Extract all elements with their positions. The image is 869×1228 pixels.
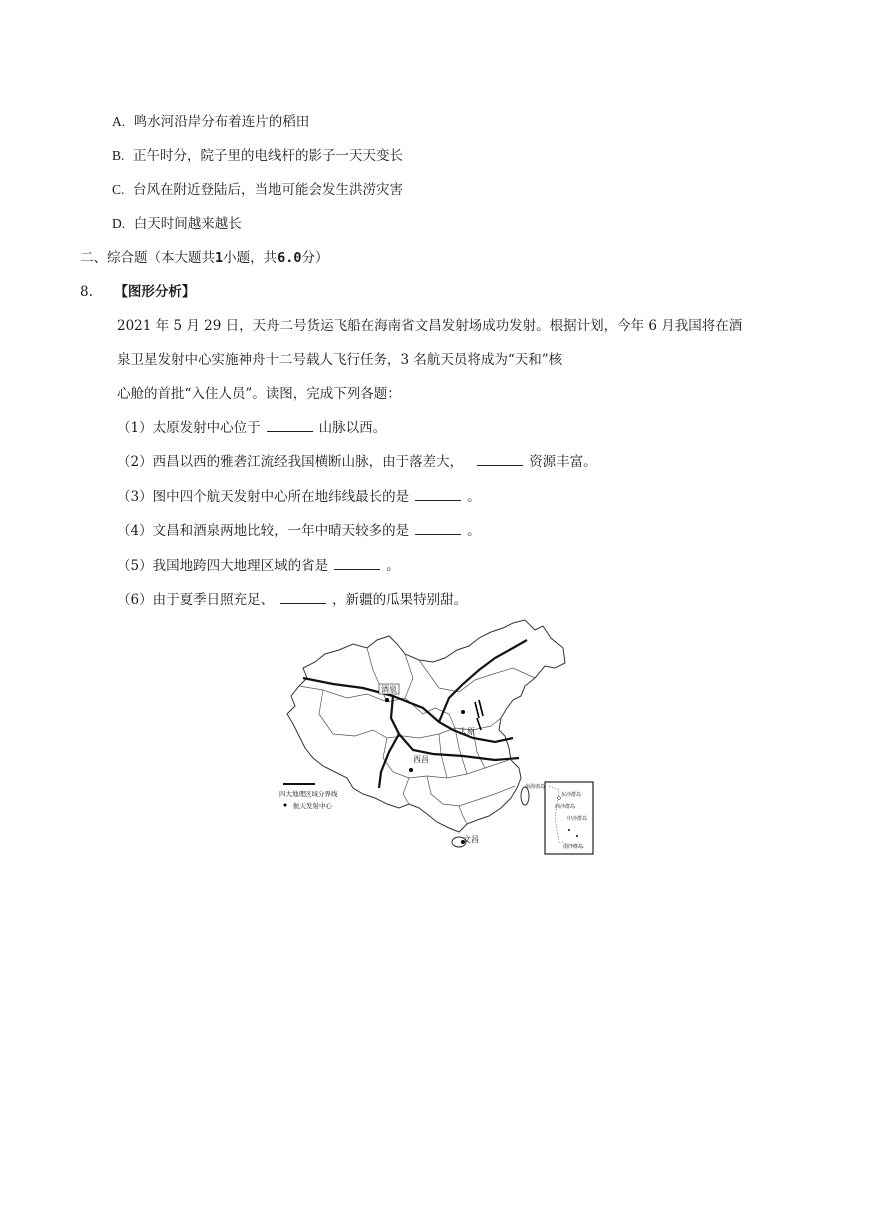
option-text: 台风在附近登陆后，当地可能会发生洪涝灾害 <box>132 182 403 198</box>
region-boundary-line <box>439 640 527 722</box>
south-sea-inset <box>525 782 593 854</box>
country-outline <box>287 620 565 832</box>
label-wenchang: 文昌 <box>463 835 479 844</box>
answer-blank[interactable] <box>477 452 523 466</box>
question-tag: 【图形分析】 <box>114 284 196 300</box>
label-jiuquan: 酒泉 <box>381 685 397 694</box>
answer-blank[interactable] <box>280 590 326 604</box>
inset-label-zhongsha: 中沙群岛 <box>567 816 588 822</box>
sub-question-text: （5）我国地跨四大地理区域的省是 <box>117 558 329 574</box>
answer-blank[interactable] <box>334 556 380 570</box>
option-text: 白天时间越来越长 <box>133 216 242 232</box>
sub-question-2 <box>117 452 597 472</box>
inset-label-xisha: 西沙群岛 <box>555 804 576 810</box>
question-stem-line3: 心舱的首批“入住人员”。读图，完成下列各题： <box>117 386 401 402</box>
sub-question-text: 。 <box>467 523 481 539</box>
answer-blank[interactable] <box>415 521 461 535</box>
sub-question-text: 。 <box>386 558 400 574</box>
section-count: 1 <box>215 250 224 266</box>
answer-blank[interactable] <box>267 418 313 432</box>
option-letter: A. <box>112 114 126 129</box>
sub-question-5 <box>117 556 400 576</box>
section-heading <box>80 248 329 268</box>
province-boundary <box>383 738 509 778</box>
option-text: 正午时分，院子里的电线杆的影子一天天变长 <box>132 148 403 164</box>
sub-question-text: （2）西昌以西的雅砻江流经我国横断山脉，由于落差大， <box>117 454 464 470</box>
section-score: 6.0 <box>277 250 302 266</box>
option-text: 鸣水河沿岸分布着连片的稻田 <box>133 114 310 130</box>
question-stem-line1: 2021 年 5 月 29 日，天舟二号货运飞船在海南省文昌发射场成功发射。根据计划，今年 6 月我国将在酒 <box>117 318 743 334</box>
option-c <box>112 180 403 200</box>
launch-center-taiyuan <box>461 710 465 714</box>
province-boundary <box>439 734 447 778</box>
section-mid: 小题，共 <box>223 250 278 266</box>
sub-question-4 <box>117 521 481 541</box>
option-letter: C. <box>112 182 125 197</box>
option-a <box>112 112 309 132</box>
sub-question-3 <box>117 487 481 507</box>
option-letter: D. <box>112 216 126 231</box>
china-map-figure <box>263 618 597 858</box>
question-header <box>80 282 195 302</box>
region-boundary-line <box>379 734 399 788</box>
answer-blank[interactable] <box>415 487 461 501</box>
option-d <box>112 214 242 234</box>
province-boundary <box>459 806 467 824</box>
province-boundary <box>427 776 515 806</box>
inset-label-nansha: 南沙群岛 <box>563 844 584 850</box>
label-xichang: 西昌 <box>413 755 429 764</box>
sub-question-text: ，新疆的瓜果特别甜。 <box>332 592 468 608</box>
question-stem-line2: 泉卫星发射中心实施神舟十二号载人飞行任务，3 名航天员将成为“天和”核 <box>117 352 563 368</box>
province-boundary <box>403 778 409 804</box>
sub-question-text: 。 <box>467 489 481 505</box>
province-boundary <box>419 660 535 692</box>
sub-question-1 <box>117 418 386 438</box>
province-boundary <box>405 654 435 714</box>
option-letter: B. <box>112 148 125 163</box>
legend-center-label: 航天发射中心 <box>293 802 332 810</box>
mountain-hatching <box>475 700 483 730</box>
label-taiyuan: 太原 <box>459 727 475 736</box>
sub-question-text: 山脉以西。 <box>318 420 387 436</box>
launch-center-jiuquan <box>385 698 389 702</box>
sub-question-text: 资源丰富。 <box>529 454 597 470</box>
question-number: 8. <box>80 284 93 300</box>
section-prefix: 二、综合题（本大题共 <box>80 250 215 266</box>
option-b <box>112 146 403 166</box>
sub-question-text: （1）太原发射中心位于 <box>117 420 261 436</box>
sub-question-6 <box>117 590 467 610</box>
map-legend <box>279 784 338 810</box>
inset-label-dongsha: 东沙群岛 <box>561 792 582 798</box>
inset-title: 南海诸岛 <box>525 784 546 790</box>
legend-boundary-label: 四大地理区域分界线 <box>279 790 338 798</box>
section-suffix: 分） <box>301 250 329 266</box>
sub-question-text: （6）由于夏季日照充足、 <box>117 592 275 608</box>
sub-question-text: （3）图中四个航天发射中心所在地纬线最长的是 <box>117 489 410 505</box>
launch-center-xichang <box>409 768 413 772</box>
sub-question-text: （4）文昌和酒泉两地比较，一年中晴天较多的是 <box>117 523 410 539</box>
